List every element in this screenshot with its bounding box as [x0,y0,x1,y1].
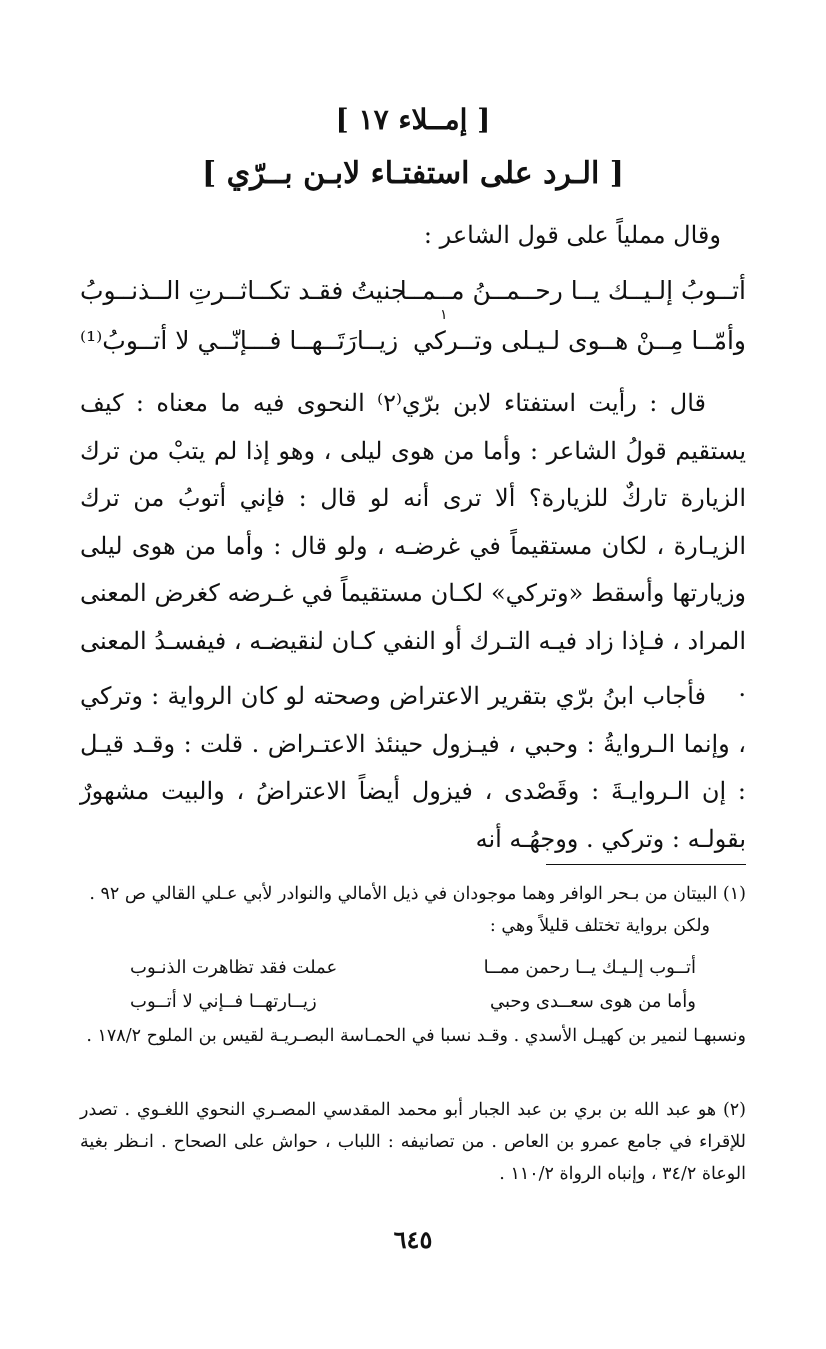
body-paragraph-2: فأجاب ابنُ برّي بتقرير الاعتراض وصحته لو كان الرواية : وتركي ، وإنما الـروايةُ : وحبي ، فيـزول حينئذ الاعتـراض . قلت : وقـد قيـل : إن الـروايـةَ : وقَصْدى ، فيزول أيضاً الاعتراضُ ، والبيت مشهورٌ بقولـه : وتركي . ووجهُـه أنه [80,682,746,853]
verse-marker: ١ [440,307,448,323]
intro-line: وقال مملياً على قول الشاعر : [423,221,721,249]
page-number: ٦٤٥ [393,1225,433,1254]
verse-2-first-hemistich: وأمّــا مِــنْ هــوى لـيـلى وتــركي [413,326,746,355]
footnote-1-line-1: (١) البيتان من بـحر الوافر وهما موجودان في ذيل الأمالي والنوادر لأبي عـلي القالي ص ٩٢ . [89,884,746,904]
footnote-verse-2-first-hemistich: وأما من هوى سعــدى وحبي [489,991,696,1012]
footnote-separator [546,864,746,865]
footnote-verse-1-first-hemistich: أتــوب إلـيـك يــا رحمن ممــا [483,957,696,978]
verse-1-first-hemistich: أتــوبُ إلـيــك يــا رحــمــنُ مــمــا [399,276,746,305]
footnote-2: (٢) هو عبد الله بن بري بن عبد الجبار أبو محمد المقدسي المصـري النحوي اللغـوي . تصدر للإقراء في جامع عمرو بن العاص . من تصانيفه : اللباب ، حواش على الصحاح . انـظر بغية الوعاة ٣٤/٢ ، وإنباه الرواة ١١٠/٢ . [80,1100,746,1184]
verse-1-second-hemistich: جنيتُ فقـد تكــاثــرتِ الــذنــوبُ [80,276,407,305]
body-paragraph-1: قال : رأيت استفتاء لابن برّي⁽٢⁾ النحوى فيه ما معناه : كيف يستقيم قولُ الشاعر : وأما من هوى ليلى ، وهو إذا لم يتبْ من ترك الزيارة تاركٌ للزيارة؟ ألا ترى أنه لو قال : فإني أتوبُ من ترك الزيـارة ، لكان مستقيماً في غرضـه ، ولو قال : وأما من هوى ليلى وزيارتها وأسقط «وتركي» لكـان مستقيماً في غـرضه كغرض المعنى المراد ، فـإذا زاد فيـه التـرك أو النفي كـان لنقيضـه ، فيفسـدُ المعنى . [80,389,746,702]
poem-verse-1 [80,268,746,314]
footnote-verse-1-second-hemistich: عملت فقد تظاهرت الذنـوب [130,957,338,978]
dictation-title: [ إمــلاء ١٧ ] [335,103,491,136]
verse-2-second-hemistich: زيــارَتَــهــا فـــإنّــي لا أتــوبُ⁽¹⁾ [80,326,399,355]
footnote-verse-2-second-hemistich: زيــارتهــا فــإني لا أتــوب [130,991,317,1012]
footnote-verse-2 [130,986,696,1018]
section-subtitle: [ الـرد على استفتـاء لابـن بــرّي ] [202,156,624,191]
poem-verse-2 [80,318,746,364]
footnote-1-line-2: ولكن برواية تختلف قليلاً وهي : [489,916,710,936]
footnote-1-attribution: ونسبهـا لنمير بن كهيـل الأسدي . وقـد نسبا في الحمـاسة البصـريـة لقيس بن الملوح ١٧٨/٢ . [86,1026,746,1046]
footnote-verse-1 [130,952,696,984]
